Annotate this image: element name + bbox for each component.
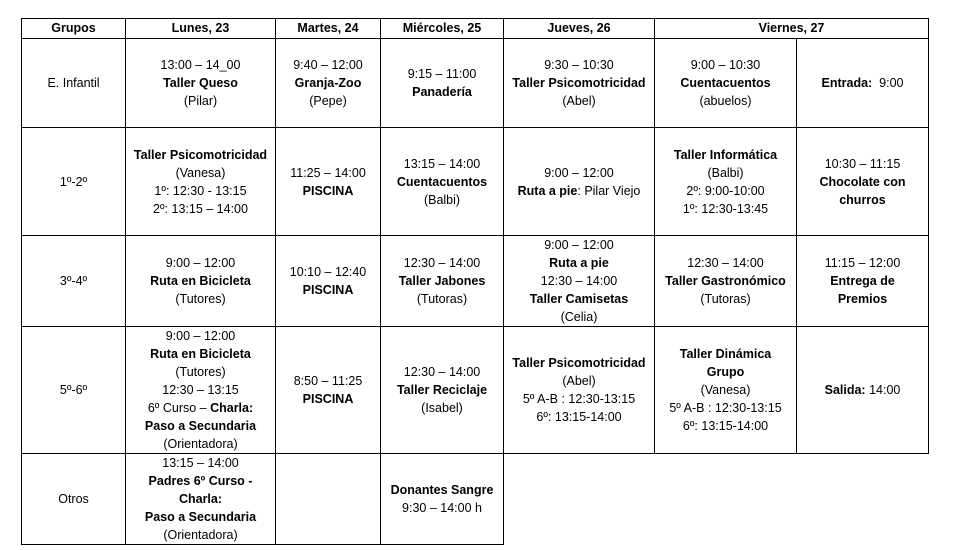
cell-line bbox=[506, 182, 652, 200]
cell-line: 11:15 – 12:00 bbox=[824, 256, 901, 270]
cell-line: 9:15 – 11:00 bbox=[407, 67, 477, 81]
cell bbox=[381, 128, 504, 236]
cell-line: 5º A-B : 12:30-13:15 bbox=[522, 392, 636, 406]
cell-line: 8:50 – 11:25 bbox=[293, 374, 363, 388]
cell-line: 9:00 – 12:00 bbox=[544, 165, 614, 180]
row-otros bbox=[22, 454, 929, 545]
cell-line: Paso a Secundaria bbox=[144, 510, 257, 524]
cell bbox=[655, 39, 797, 128]
empty-cell bbox=[655, 454, 797, 545]
cell bbox=[504, 236, 655, 327]
schedule-table bbox=[21, 18, 929, 545]
cell-line: 5º A-B : 12:30-13:15 bbox=[669, 401, 782, 415]
cell-line: 12:30 – 14:00 bbox=[403, 365, 481, 379]
cell-line: 10:10 – 12:40 bbox=[289, 265, 367, 279]
cell-line: 2º: 13:15 – 14:00 bbox=[153, 201, 248, 216]
empty-cell bbox=[797, 454, 929, 545]
cell bbox=[126, 128, 276, 236]
cell bbox=[504, 327, 655, 454]
row-3-4 bbox=[22, 236, 929, 327]
cell-line: Chocolate con bbox=[819, 174, 906, 189]
cell-line: Taller Informática bbox=[673, 147, 778, 162]
cell-line: 9:40 – 12:00 bbox=[293, 58, 363, 72]
cell bbox=[655, 128, 797, 236]
cell-line: Taller Jabones bbox=[398, 274, 486, 288]
cell-line: Entrega de bbox=[830, 274, 895, 288]
cell bbox=[126, 236, 276, 327]
cell-line: Ruta en Bicicleta bbox=[150, 274, 251, 288]
cell-line: Taller Psicomotricidad bbox=[512, 76, 646, 90]
row-infantil bbox=[22, 39, 929, 128]
cell-line: (Tutoras) bbox=[416, 292, 468, 306]
cell bbox=[126, 327, 276, 454]
header-lunes: Lunes, 23 bbox=[126, 19, 276, 39]
cell-line: (Vanesa) bbox=[700, 383, 751, 397]
group-cell: 1º-2º bbox=[22, 128, 126, 236]
cell-line: 9:00 – 10:30 bbox=[690, 58, 761, 72]
cell bbox=[276, 128, 381, 236]
cell-line: Premios bbox=[837, 292, 888, 306]
cell-line: PISCINA bbox=[302, 392, 354, 406]
cell-line: Grupo bbox=[706, 365, 745, 379]
cell-line: 12:30 – 14:00 bbox=[540, 274, 618, 288]
cell-line: (Celia) bbox=[560, 310, 598, 324]
header-miercoles: Miércoles, 25 bbox=[381, 19, 504, 39]
header-martes: Martes, 24 bbox=[276, 19, 381, 39]
cell-line: (Orientadora) bbox=[163, 437, 238, 451]
cell-line: Taller Camisetas bbox=[529, 292, 629, 306]
cell-line: (Tutoras) bbox=[700, 292, 751, 306]
empty-cell bbox=[504, 454, 655, 545]
cell-line: (Balbi) bbox=[423, 192, 461, 207]
cell-line: (Tutores) bbox=[175, 292, 226, 306]
cell-line-rest: 9:00 bbox=[872, 76, 904, 90]
cell bbox=[126, 454, 276, 545]
viernes-entrada-cell bbox=[797, 39, 929, 128]
viernes-chocolate-cell bbox=[797, 128, 929, 236]
cell bbox=[126, 39, 276, 128]
cell-line: (Orientadora) bbox=[163, 528, 238, 542]
cell-line: 1º: 12:30-13:45 bbox=[682, 201, 769, 216]
viernes-salida-cell bbox=[797, 327, 929, 454]
cell-line: 2º: 9:00-10:00 bbox=[686, 183, 765, 198]
cell bbox=[381, 327, 504, 454]
cell-line: Donantes Sangre bbox=[390, 483, 494, 497]
header-row bbox=[22, 19, 929, 39]
cell-line: Paso a Secundaria bbox=[144, 419, 257, 433]
cell-line: (Pepe) bbox=[309, 94, 347, 108]
cell-line: Charla: bbox=[178, 492, 223, 506]
header-grupos: Grupos bbox=[22, 19, 126, 39]
cell bbox=[276, 454, 381, 545]
cell-line-rest: : Pilar Viejo bbox=[577, 183, 641, 198]
cell bbox=[276, 39, 381, 128]
cell bbox=[381, 39, 504, 128]
cell-line-bold: Ruta a pie bbox=[517, 183, 578, 198]
cell-line: 11:25 – 14:00 bbox=[290, 165, 366, 180]
group-cell: 5º-6º bbox=[22, 327, 126, 454]
cell-line bbox=[799, 381, 926, 399]
cell-line: 9:00 – 12:00 bbox=[544, 238, 614, 252]
cell-line-rest: 14:00 bbox=[865, 383, 901, 397]
cell-line: 1º: 12:30 - 13:15 bbox=[154, 183, 247, 198]
cell bbox=[276, 236, 381, 327]
cell-line: Taller Psicomotricidad bbox=[512, 356, 646, 370]
cell bbox=[655, 327, 797, 454]
cell-line: 10:30 – 11:15 bbox=[824, 156, 901, 171]
cell-line: Panadería bbox=[412, 85, 472, 99]
cell bbox=[504, 128, 655, 236]
cell-line-bold: Entrada: bbox=[821, 76, 873, 90]
cell-line: Cuentacuentos bbox=[396, 174, 488, 189]
cell-line: 9:30 – 10:30 bbox=[544, 58, 614, 72]
cell-line: (Abel) bbox=[562, 94, 596, 108]
cell-line: 6º: 13:15-14:00 bbox=[682, 419, 769, 433]
cell bbox=[381, 236, 504, 327]
group-cell: Otros bbox=[22, 454, 126, 545]
cell bbox=[504, 39, 655, 128]
cell-line: 12:30 – 14:00 bbox=[403, 256, 481, 270]
cell-line: Taller Queso bbox=[163, 76, 238, 90]
cell-line: (abuelos) bbox=[699, 94, 752, 108]
cell-line: 9:00 – 12:00 bbox=[165, 329, 236, 343]
cell-line: (Vanesa) bbox=[175, 165, 226, 180]
viernes-premios-cell bbox=[797, 236, 929, 327]
cell-line: (Balbi) bbox=[707, 165, 744, 180]
cell-line: churros bbox=[839, 192, 886, 207]
cell-line-bold: Salida: bbox=[824, 383, 866, 397]
group-cell: 3º-4º bbox=[22, 236, 126, 327]
row-1-2 bbox=[22, 128, 929, 236]
cell-line: 9:30 – 14:00 h bbox=[402, 501, 482, 515]
cell-line: 13:15 – 14:00 bbox=[162, 456, 239, 470]
cell-line: (Abel) bbox=[562, 374, 596, 388]
cell-line: Ruta en Bicicleta bbox=[150, 347, 251, 361]
cell-line: PISCINA bbox=[302, 183, 354, 198]
cell-line: 12:30 – 14:00 bbox=[687, 256, 764, 270]
cell-line: PISCINA bbox=[302, 283, 354, 297]
cell-line: Taller Dinámica bbox=[679, 347, 772, 361]
cell-line: Taller Gastronómico bbox=[665, 274, 786, 288]
cell-line-rest: 6º Curso – bbox=[147, 401, 211, 415]
cell-line bbox=[128, 399, 273, 417]
cell-line: Padres 6º Curso - bbox=[148, 474, 253, 488]
cell bbox=[276, 327, 381, 454]
cell-line: (Pilar) bbox=[183, 94, 218, 108]
cell-line: Granja-Zoo bbox=[294, 76, 362, 90]
cell-line-bold: Charla: bbox=[210, 401, 254, 415]
cell-line: Taller Reciclaje bbox=[396, 383, 488, 397]
cell-line: 13:00 – 14_00 bbox=[160, 58, 241, 72]
header-jueves: Jueves, 26 bbox=[504, 19, 655, 39]
cell-line: 13:15 – 14:00 bbox=[403, 156, 481, 171]
cell bbox=[655, 236, 797, 327]
row-5-6 bbox=[22, 327, 929, 454]
group-cell: E. Infantil bbox=[22, 39, 126, 128]
cell bbox=[381, 454, 504, 545]
cell-line: (Tutores) bbox=[175, 365, 226, 379]
cell-line: 12:30 – 13:15 bbox=[162, 383, 239, 397]
cell-line: 9:00 – 12:00 bbox=[165, 256, 236, 270]
header-viernes: Viernes, 27 bbox=[655, 19, 929, 39]
cell-line: Taller Psicomotricidad bbox=[133, 147, 268, 162]
cell-line: 6º: 13:15-14:00 bbox=[536, 410, 622, 424]
cell-line: Cuentacuentos bbox=[680, 76, 771, 90]
cell-line: (Isabel) bbox=[421, 401, 463, 415]
cell-line bbox=[799, 74, 926, 92]
cell-line: Ruta a pie bbox=[549, 256, 609, 270]
